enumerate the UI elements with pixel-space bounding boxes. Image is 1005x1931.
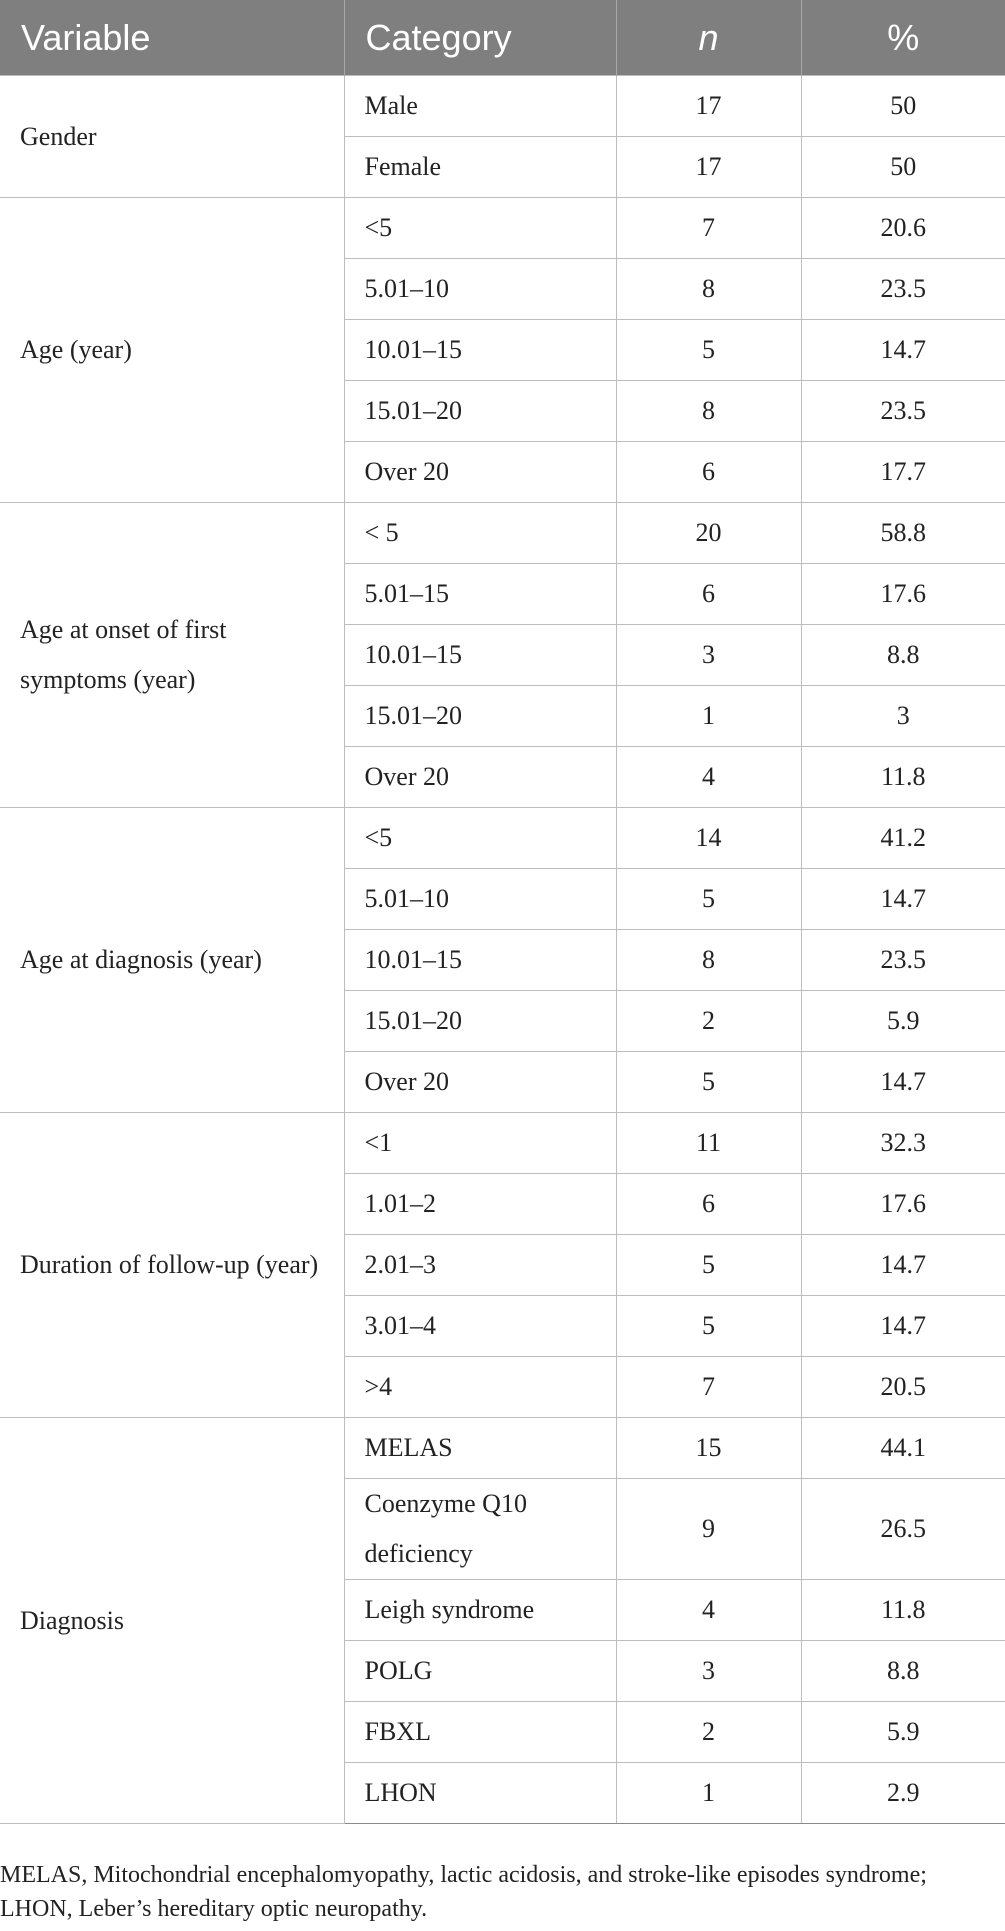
n-cell: 9 bbox=[616, 1479, 801, 1580]
category-cell: Over 20 bbox=[344, 1052, 616, 1113]
table-footnote: MELAS, Mitochondrial encephalomyopathy, lactic acidosis, and stroke-like episodes syndrome; LHON, Leber’s hereditary optic neuropathy. bbox=[0, 1862, 927, 1922]
n-cell: 17 bbox=[616, 137, 801, 198]
category-cell: Coenzyme Q10 deficiency bbox=[344, 1479, 616, 1580]
percent-cell: 26.5 bbox=[801, 1479, 1005, 1580]
percent-cell: 11.8 bbox=[801, 747, 1005, 808]
category-cell: POLG bbox=[344, 1641, 616, 1702]
n-cell: 14 bbox=[616, 808, 801, 869]
variable-cell: Age at diagnosis (year) bbox=[0, 808, 344, 1113]
n-cell: 1 bbox=[616, 686, 801, 747]
percent-cell: 50 bbox=[801, 76, 1005, 137]
n-cell: 8 bbox=[616, 381, 801, 442]
category-cell: <5 bbox=[344, 198, 616, 259]
percent-cell: 14.7 bbox=[801, 869, 1005, 930]
table-row bbox=[0, 503, 1005, 564]
n-cell: 3 bbox=[616, 1641, 801, 1702]
category-cell: 2.01–3 bbox=[344, 1235, 616, 1296]
percent-cell: 17.7 bbox=[801, 442, 1005, 503]
n-cell: 8 bbox=[616, 259, 801, 320]
header-percent: % bbox=[801, 0, 1005, 76]
n-cell: 5 bbox=[616, 1052, 801, 1113]
n-cell: 2 bbox=[616, 1702, 801, 1763]
header-n: n bbox=[616, 0, 801, 76]
percent-cell: 58.8 bbox=[801, 503, 1005, 564]
category-cell: 5.01–10 bbox=[344, 259, 616, 320]
n-cell: 4 bbox=[616, 1580, 801, 1641]
table-row bbox=[0, 1418, 1005, 1479]
variable-cell: Gender bbox=[0, 76, 344, 198]
n-cell: 1 bbox=[616, 1763, 801, 1824]
percent-cell: 8.8 bbox=[801, 625, 1005, 686]
category-cell: 5.01–10 bbox=[344, 869, 616, 930]
percent-cell: 5.9 bbox=[801, 991, 1005, 1052]
percent-cell: 14.7 bbox=[801, 1296, 1005, 1357]
category-cell: 3.01–4 bbox=[344, 1296, 616, 1357]
category-cell: 15.01–20 bbox=[344, 381, 616, 442]
category-cell: 10.01–15 bbox=[344, 930, 616, 991]
n-cell: 15 bbox=[616, 1418, 801, 1479]
percent-cell: 50 bbox=[801, 137, 1005, 198]
n-cell: 20 bbox=[616, 503, 801, 564]
category-cell: 1.01–2 bbox=[344, 1174, 616, 1235]
category-cell: Leigh syndrome bbox=[344, 1580, 616, 1641]
variable-cell: Diagnosis bbox=[0, 1418, 344, 1824]
n-cell: 6 bbox=[616, 564, 801, 625]
category-cell: Over 20 bbox=[344, 442, 616, 503]
category-cell: Male bbox=[344, 76, 616, 137]
percent-cell: 14.7 bbox=[801, 1235, 1005, 1296]
variable-cell: Age at onset of first symptoms (year) bbox=[0, 503, 344, 808]
category-cell: 5.01–15 bbox=[344, 564, 616, 625]
category-cell: < 5 bbox=[344, 503, 616, 564]
table-row bbox=[0, 1113, 1005, 1174]
percent-cell: 8.8 bbox=[801, 1641, 1005, 1702]
n-cell: 6 bbox=[616, 442, 801, 503]
percent-cell: 20.5 bbox=[801, 1357, 1005, 1418]
percent-cell: 2.9 bbox=[801, 1763, 1005, 1824]
category-cell: LHON bbox=[344, 1763, 616, 1824]
n-cell: 5 bbox=[616, 1235, 801, 1296]
category-cell: Female bbox=[344, 137, 616, 198]
n-cell: 2 bbox=[616, 991, 801, 1052]
percent-cell: 5.9 bbox=[801, 1702, 1005, 1763]
percent-cell: 14.7 bbox=[801, 320, 1005, 381]
n-cell: 7 bbox=[616, 198, 801, 259]
table-header-row bbox=[0, 0, 1005, 76]
percent-cell: 41.2 bbox=[801, 808, 1005, 869]
table-row bbox=[0, 76, 1005, 137]
percent-cell: 3 bbox=[801, 686, 1005, 747]
percent-cell: 17.6 bbox=[801, 564, 1005, 625]
n-cell: 4 bbox=[616, 747, 801, 808]
n-cell: 11 bbox=[616, 1113, 801, 1174]
table-body bbox=[0, 76, 1005, 1824]
category-cell: FBXL bbox=[344, 1702, 616, 1763]
n-cell: 5 bbox=[616, 1296, 801, 1357]
table-row bbox=[0, 198, 1005, 259]
n-cell: 5 bbox=[616, 320, 801, 381]
category-cell: MELAS bbox=[344, 1418, 616, 1479]
header-variable: Variable bbox=[0, 0, 344, 76]
percent-cell: 17.6 bbox=[801, 1174, 1005, 1235]
category-cell: 15.01–20 bbox=[344, 686, 616, 747]
n-cell: 8 bbox=[616, 930, 801, 991]
variable-cell: Duration of follow-up (year) bbox=[0, 1113, 344, 1418]
percent-cell: 23.5 bbox=[801, 381, 1005, 442]
percent-cell: 11.8 bbox=[801, 1580, 1005, 1641]
n-cell: 6 bbox=[616, 1174, 801, 1235]
percent-cell: 32.3 bbox=[801, 1113, 1005, 1174]
category-cell: 10.01–15 bbox=[344, 625, 616, 686]
n-cell: 17 bbox=[616, 76, 801, 137]
n-cell: 3 bbox=[616, 625, 801, 686]
percent-cell: 44.1 bbox=[801, 1418, 1005, 1479]
percent-cell: 23.5 bbox=[801, 259, 1005, 320]
variable-cell: Age (year) bbox=[0, 198, 344, 503]
n-cell: 5 bbox=[616, 869, 801, 930]
category-cell: Over 20 bbox=[344, 747, 616, 808]
category-cell: 15.01–20 bbox=[344, 991, 616, 1052]
category-cell: <5 bbox=[344, 808, 616, 869]
category-cell: <1 bbox=[344, 1113, 616, 1174]
category-cell: 10.01–15 bbox=[344, 320, 616, 381]
category-cell: >4 bbox=[344, 1357, 616, 1418]
percent-cell: 14.7 bbox=[801, 1052, 1005, 1113]
percent-cell: 20.6 bbox=[801, 198, 1005, 259]
header-category: Category bbox=[344, 0, 616, 76]
n-cell: 7 bbox=[616, 1357, 801, 1418]
percent-cell: 23.5 bbox=[801, 930, 1005, 991]
table-row bbox=[0, 808, 1005, 869]
